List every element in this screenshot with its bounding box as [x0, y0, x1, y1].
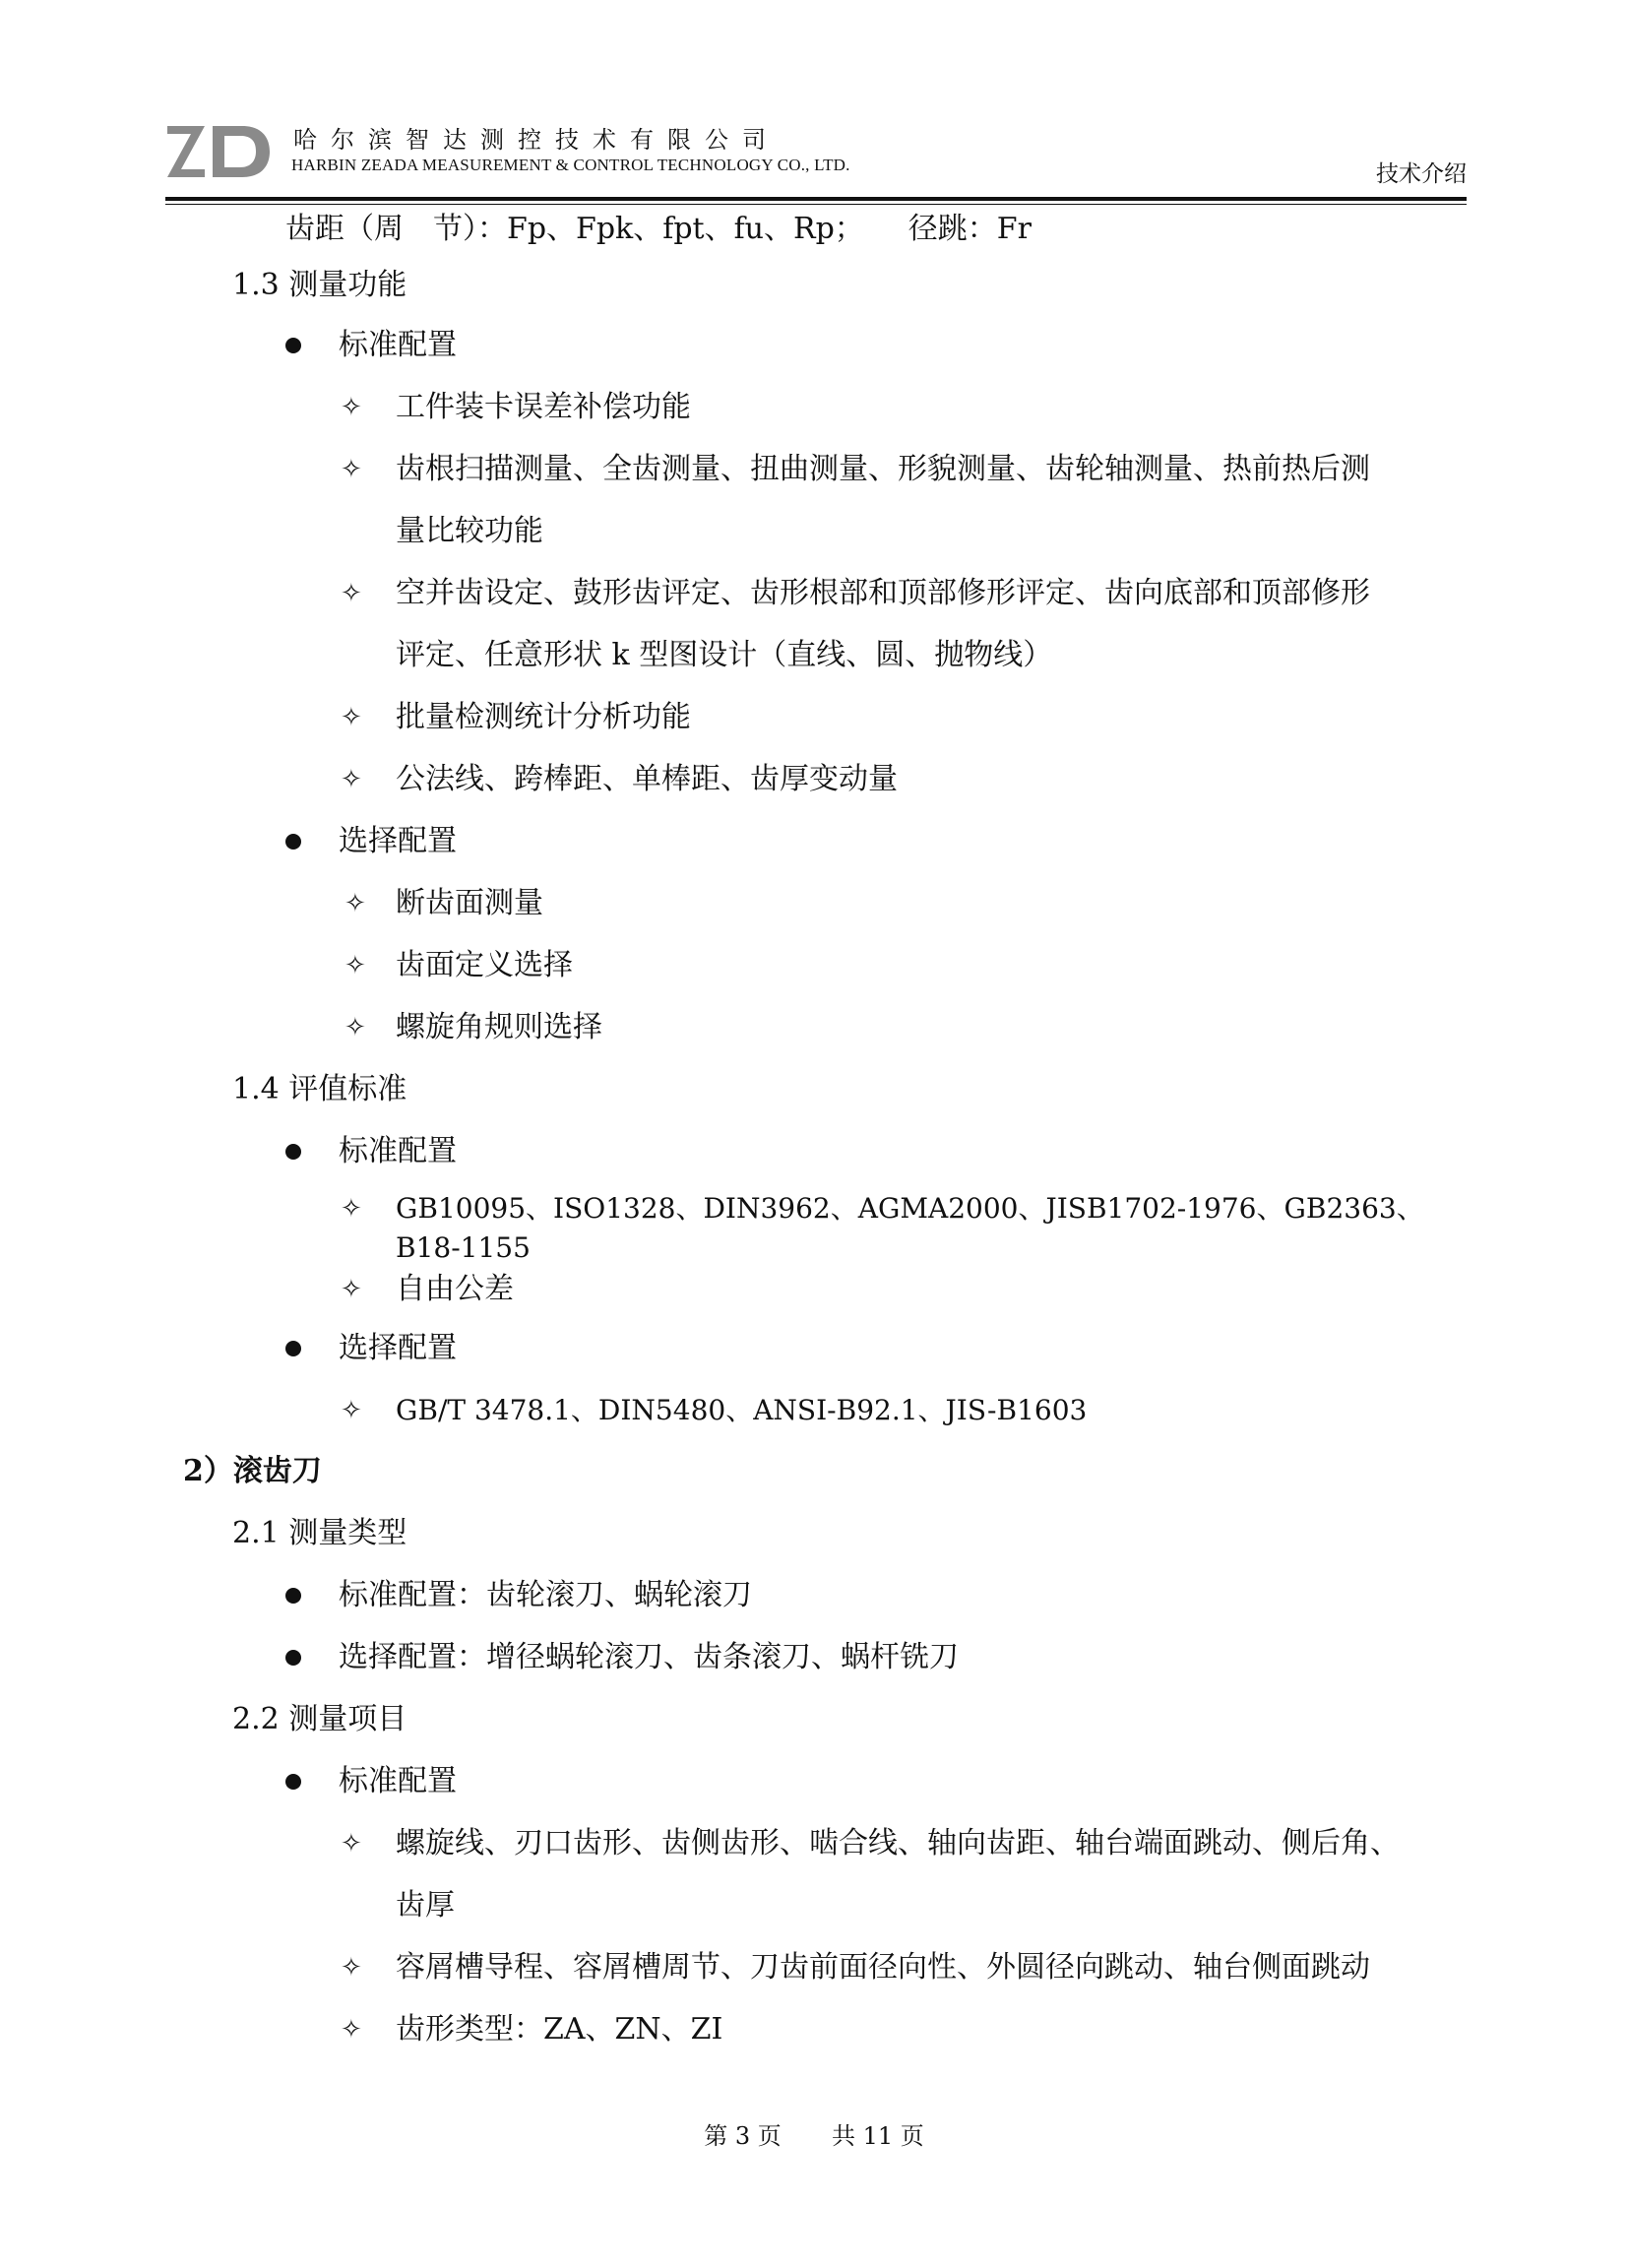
diamond-bullet-icon: ✧ — [341, 765, 362, 794]
list-item: 选择配置 — [339, 1331, 457, 1365]
list-item: 批量检测统计分析功能 — [396, 700, 691, 734]
section-heading: 1.3 测量功能 — [232, 268, 407, 302]
section-heading: 2.2 测量项目 — [232, 1702, 407, 1736]
page-footer — [0, 2116, 1628, 2151]
company-name-cn: 哈尔滨智达测控技术有限公司 — [293, 126, 780, 154]
list-item: 容屑槽导程、容屑槽周节、刀齿前面径向性、外圆径向跳动、轴台侧面跳动 — [396, 1950, 1370, 1984]
diamond-bullet-icon: ✧ — [344, 951, 366, 980]
diamond-bullet-icon: ✧ — [341, 1396, 362, 1425]
list-item: 齿形类型：ZA、ZN、ZI — [396, 2012, 723, 2047]
list-item: 标准配置 — [339, 1764, 457, 1798]
company-name-en: HARBIN ZEADA MEASUREMENT & CONTROL TECHNOLOGY CO., LTD. — [291, 156, 850, 174]
list-item-continued: B18-1155 — [396, 1231, 531, 1264]
diamond-bullet-icon: ✧ — [341, 1953, 362, 1983]
list-item: 螺旋角规则选择 — [396, 1010, 602, 1044]
bullet-dot — [285, 1588, 301, 1604]
list-item: 标准配置：齿轮滚刀、蜗轮滚刀 — [339, 1578, 752, 1612]
list-item: 齿面定义选择 — [396, 948, 573, 982]
company-logo — [165, 120, 274, 179]
document-label: 技术介绍 — [1376, 161, 1467, 187]
diamond-bullet-icon: ✧ — [341, 579, 362, 608]
chapter-heading: 2）滚齿刀 — [183, 1454, 322, 1488]
bullet-dot — [285, 338, 301, 353]
list-item: 公法线、跨棒距、单棒距、齿厚变动量 — [396, 762, 898, 796]
page-header — [165, 116, 1467, 195]
diamond-bullet-icon: ✧ — [341, 1275, 362, 1304]
list-item: 选择配置 — [339, 824, 457, 858]
list-item-continued: 量比较功能 — [396, 514, 543, 548]
diamond-bullet-icon: ✧ — [341, 1829, 362, 1858]
header-rule-thin — [165, 204, 1467, 205]
page-number: 第 3 页 — [704, 2122, 782, 2150]
list-item: 断齿面测量 — [396, 886, 543, 920]
diamond-bullet-icon: ✧ — [341, 2015, 362, 2045]
list-item: 自由公差 — [396, 1272, 514, 1306]
diamond-bullet-icon: ✧ — [341, 1194, 362, 1224]
diamond-bullet-icon: ✧ — [344, 889, 366, 918]
list-item: 螺旋线、刃口齿形、齿侧齿形、啮合线、轴向齿距、轴台端面跳动、侧后角、 — [396, 1826, 1400, 1860]
bullet-dot — [285, 1341, 301, 1356]
list-item: 选择配置：增径蜗轮滚刀、齿条滚刀、蜗杆铣刀 — [339, 1640, 959, 1674]
list-item: 标准配置 — [339, 1134, 457, 1168]
diamond-bullet-icon: ✧ — [341, 455, 362, 484]
page-total: 共 11 页 — [832, 2122, 924, 2150]
diamond-bullet-icon: ✧ — [341, 393, 362, 422]
list-item: 标准配置 — [339, 328, 457, 362]
list-item: GB10095、ISO1328、DIN3962、AGMA2000、JISB1702-1976、GB2363、 — [396, 1192, 1424, 1225]
list-item: 工件装卡误差补偿功能 — [396, 390, 691, 424]
pitch-runout-line: 齿距（周 节）：Fp、Fpk、fpt、fu、Rp； 径跳：Fr — [285, 212, 1032, 246]
diamond-bullet-icon: ✧ — [341, 703, 362, 732]
bullet-dot — [285, 1774, 301, 1790]
diamond-bullet-icon: ✧ — [344, 1013, 366, 1042]
list-item: 齿根扫描测量、全齿测量、扭曲测量、形貌测量、齿轮轴测量、热前热后测 — [396, 452, 1370, 486]
list-item-continued: 评定、任意形状 k 型图设计（直线、圆、抛物线） — [396, 638, 1053, 672]
list-item: GB/T 3478.1、DIN5480、ANSI-B92.1、JIS-B1603 — [396, 1394, 1088, 1426]
bullet-dot — [285, 1144, 301, 1160]
list-item-continued: 齿厚 — [396, 1888, 455, 1922]
bullet-dot — [285, 1650, 301, 1666]
section-heading: 2.1 测量类型 — [232, 1516, 407, 1550]
list-item: 空并齿设定、鼓形齿评定、齿形根部和顶部修形评定、齿向底部和顶部修形 — [396, 576, 1370, 610]
bullet-dot — [285, 834, 301, 850]
header-rule-thick — [165, 197, 1467, 201]
section-heading: 1.4 评值标准 — [232, 1072, 407, 1106]
